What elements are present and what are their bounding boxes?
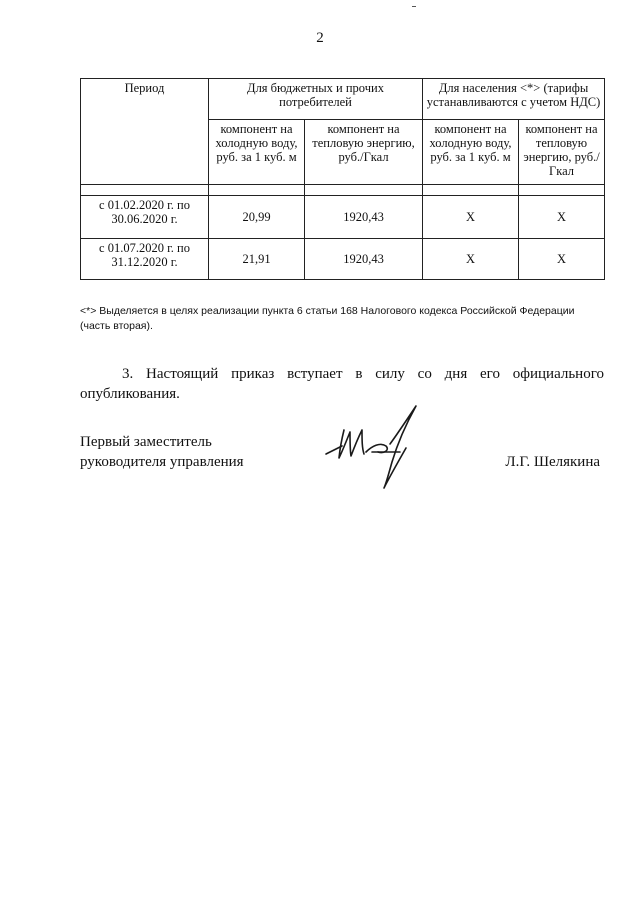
heat-energy-population-cell: X xyxy=(519,239,605,280)
header-population: Для населения <*> (тарифы устанавливаются с учетом НДС) xyxy=(423,79,605,120)
table-row xyxy=(81,239,605,280)
table-row xyxy=(81,196,605,239)
page-number: 2 xyxy=(316,30,324,46)
header-cold-water-population: компонент на холодную воду, руб. за 1 куб. м xyxy=(423,120,519,185)
signatory-title xyxy=(80,432,320,472)
scan-mark xyxy=(412,6,416,7)
signatory-title-line-2: руководителя управления xyxy=(80,454,244,470)
heat-energy-cell: 1920,43 xyxy=(305,196,423,239)
clause-3: 3. Настоящий приказ вступает в силу со дня его официального опубликования. xyxy=(80,366,604,402)
cold-water-cell: 21,91 xyxy=(209,239,305,280)
footnote: <*> Выделяется в целях реализации пункта 6 статьи 168 Налогового кодекса Российской Федерации (часть вторая). xyxy=(80,305,575,332)
signatory-name: Л.Г. Шелякина xyxy=(505,454,600,470)
period-cell: с 01.07.2020 г. по 31.12.2020 г. xyxy=(81,239,209,280)
cold-water-cell: 20,99 xyxy=(209,196,305,239)
period-cell: с 01.02.2020 г. по 30.06.2020 г. xyxy=(81,196,209,239)
cold-water-population-cell: X xyxy=(423,239,519,280)
table-spacer-row xyxy=(81,185,605,196)
heat-energy-population-cell: X xyxy=(519,196,605,239)
header-heat-energy-population: компонент на тепловую энергию, руб./Гкал xyxy=(519,120,605,185)
signatory-title-line-1: Первый заместитель xyxy=(80,434,212,450)
header-period: Период xyxy=(81,79,209,185)
table-header-row xyxy=(81,79,605,120)
header-cold-water: компонент на холодную воду, руб. за 1 куб. м xyxy=(209,120,305,185)
header-budget-consumers: Для бюджетных и прочих потребителей xyxy=(209,79,423,120)
heat-energy-cell: 1920,43 xyxy=(305,239,423,280)
header-heat-energy: компонент на тепловую энергию, руб./Гкал xyxy=(305,120,423,185)
handwritten-signature xyxy=(320,402,430,492)
tariff-table xyxy=(80,78,605,280)
cold-water-population-cell: X xyxy=(423,196,519,239)
